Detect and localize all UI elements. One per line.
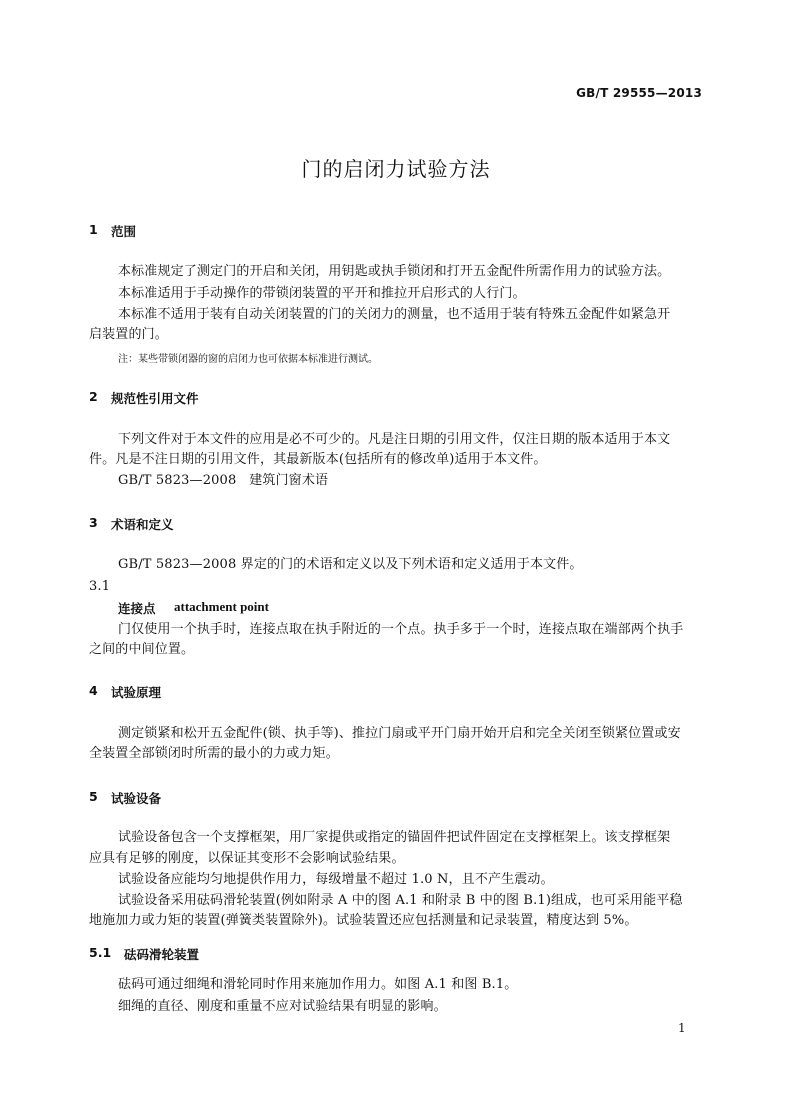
section-2-title: 规范性引用文件 [111, 391, 199, 406]
section-1-title: 范围 [111, 224, 137, 239]
section-5-paragraph: 试验设备包含一个支撑框架，用厂家提供或指定的锚固件把试件固定在支撑框架上。该支撑框架 [118, 830, 671, 845]
term-english: attachment point [174, 599, 269, 614]
standard-number: GB/T 29555—2013 [576, 86, 702, 100]
section-4-number: 4 [89, 683, 98, 698]
section-2-paragraph: 下列文件对于本文件的应用是必不可少的。凡是注日期的引用文件，仅注日期的版本适用于本文 [118, 432, 671, 447]
section-1-note: 注：某些带锁闭器的窗的启闭力也可依据本标准进行测试。 [118, 354, 378, 365]
subsection-5-1-paragraph: 砝码可通过细绳和滑轮同时作用来施加作用力。如图 A.1 和图 B.1。 [118, 977, 518, 992]
section-1-paragraph: 本标准适用于手动操作的带锁闭装置的平开和推拉开启形式的人行门。 [118, 286, 526, 301]
subsection-5-1-paragraph: 细绳的直径、刚度和重量不应对试验结果有明显的影响。 [118, 999, 447, 1014]
section-5-paragraph-cont: 应具有足够的刚度，以保证其变形不会影响试验结果。 [89, 851, 405, 866]
section-5-title: 试验设备 [111, 791, 162, 806]
section-5-paragraph-cont: 地施加力或力矩的装置(弹簧类装置除外)。试验装置还应包括测量和记录装置，精度达到 5%。 [89, 913, 638, 928]
section-3-title: 术语和定义 [111, 517, 174, 532]
section-1-paragraph: 本标准规定了测定门的开启和关闭，用钥匙或执手锁闭和打开五金配件所需作用力的试验方法。 [118, 264, 671, 279]
section-3-number: 3 [89, 515, 98, 530]
subsection-5-1-number: 5.1 [89, 945, 112, 960]
subsection-3-1-number: 3.1 [89, 579, 111, 594]
page-number: 1 [678, 1021, 686, 1035]
term-definition-cont: 之间的中间位置。 [89, 642, 195, 657]
section-4-paragraph-cont: 全装置全部锁闭时所需的最小的力或力矩。 [89, 746, 339, 761]
term-chinese: 连接点 [118, 601, 156, 616]
section-2-number: 2 [89, 389, 98, 404]
section-2-paragraph-cont: 件。凡是不注日期的引用文件，其最新版本(包括所有的修改单)适用于本文件。 [89, 452, 547, 467]
section-5-number: 5 [89, 789, 98, 804]
page-title: 门的启闭力试验方法 [301, 157, 491, 181]
section-1-number: 1 [89, 222, 98, 237]
subsection-5-1-title: 砝码滑轮装置 [124, 947, 200, 962]
section-5-paragraph: 试验设备应能均匀地提供作用力，每级增量不超过 1.0 N，且不产生震动。 [118, 872, 554, 887]
section-5-paragraph: 试验设备采用砝码滑轮装置(例如附录 A 中的图 A.1 和附录 B 中的图 B.1)组成，也可采用能平稳 [118, 893, 683, 908]
normative-reference: GB/T 5823—2008 建筑门窗术语 [118, 473, 329, 488]
section-4-paragraph: 测定锁紧和松开五金配件(锁、执手等)、推拉门扇或平开门扇开始开启和完全关闭至锁紧位置或安 [118, 726, 681, 741]
section-1-paragraph-cont: 启装置的门。 [89, 327, 168, 342]
section-1-paragraph: 本标准不适用于装有自动关闭装置的门的关闭力的测量，也不适用于装有特殊五金配件如紧急开 [118, 307, 671, 322]
section-4-title: 试验原理 [111, 685, 162, 700]
section-3-paragraph: GB/T 5823—2008 界定的门的术语和定义以及下列术语和定义适用于本文件。 [118, 557, 583, 572]
term-definition: 门仅使用一个执手时，连接点取在执手附近的一个点。执手多于一个时，连接点取在端部两个执手 [118, 622, 684, 637]
